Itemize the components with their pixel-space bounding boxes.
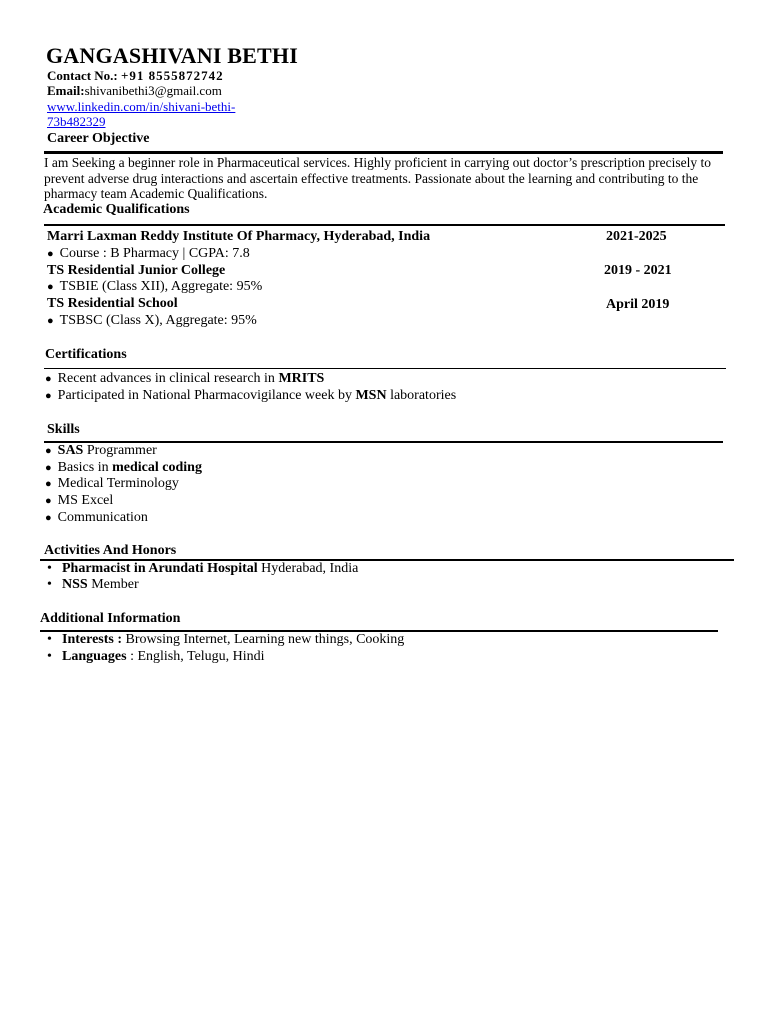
academic-period-1: 2021-2025 xyxy=(606,229,667,244)
skill-item xyxy=(45,443,157,459)
bullet-icon: • xyxy=(47,632,52,647)
skill-item xyxy=(45,460,202,476)
bullet-icon: • xyxy=(47,561,52,576)
skill-text: Communication xyxy=(57,510,148,525)
linkedin-line-2: 73b482329 xyxy=(47,114,106,129)
certification-item xyxy=(45,371,324,387)
certification-org: MSN xyxy=(355,388,387,403)
activity-text: Member xyxy=(87,577,139,592)
skills-heading: Skills xyxy=(47,422,80,437)
bullet-icon: ● xyxy=(45,373,52,385)
activities-heading: Activities And Honors xyxy=(44,543,177,558)
bullet-icon: ● xyxy=(47,315,54,327)
bullet-icon: ● xyxy=(45,390,52,402)
candidate-name: GANGASHIVANI BETHI xyxy=(46,43,298,68)
email-label: Email: xyxy=(47,83,85,98)
academic-detail-2 xyxy=(47,279,262,295)
skill-text: Basics in xyxy=(57,460,113,475)
additional-heading: Additional Information xyxy=(40,611,181,626)
additional-item xyxy=(47,632,404,648)
academic-period-3: April 2019 xyxy=(606,297,670,312)
skill-item xyxy=(45,493,113,509)
activity-item xyxy=(47,561,358,577)
activity-text: Hyderabad, India xyxy=(257,561,359,576)
activity-title: NSS xyxy=(62,577,88,592)
career-objective-divider xyxy=(44,151,723,154)
academic-detail-1 xyxy=(47,246,250,262)
career-objective-text: I am Seeking a beginner role in Pharmaceutical services. Highly proficient in carrying out doctor’s prescription precisely to prevent adverse drug interactions and ascertain effective treatments. Passionate about the learning and contributing to the pharmacy team Academic Qualifications. xyxy=(44,155,712,201)
academic-heading: Academic Qualifications xyxy=(43,202,190,217)
academic-detail-3 xyxy=(47,313,257,329)
additional-text: : English, Telugu, Hindi xyxy=(126,649,265,664)
certification-org: MRITS xyxy=(278,371,325,386)
linkedin-link[interactable] xyxy=(47,99,235,129)
academic-period-2: 2019 - 2021 xyxy=(604,263,672,278)
additional-text: Browsing Internet, Learning new things, Cooking xyxy=(122,632,405,647)
activity-title: Pharmacist in Arundati Hospital xyxy=(62,561,258,576)
academic-detail-text: TSBIE (Class XII), Aggregate: 95% xyxy=(59,279,263,294)
activity-item xyxy=(47,577,139,593)
academic-institution-2: TS Residential Junior College xyxy=(47,263,226,278)
certification-text: Recent advances in clinical research in xyxy=(57,371,279,386)
additional-label: Interests : xyxy=(62,632,123,647)
bullet-icon: • xyxy=(47,649,52,664)
skill-highlight: SAS xyxy=(57,443,84,458)
skill-text: Medical Terminology xyxy=(57,476,179,491)
bullet-icon: ● xyxy=(45,512,52,524)
academic-institution-3: TS Residential School xyxy=(47,296,178,311)
bullet-icon: ● xyxy=(45,445,52,457)
certification-item xyxy=(45,388,456,404)
contact-number: +91 8555872742 xyxy=(121,68,224,83)
bullet-icon: ● xyxy=(47,281,54,293)
email-line xyxy=(47,83,222,99)
bullet-icon: ● xyxy=(45,462,52,474)
email-address: shivanibethi3@gmail.com xyxy=(84,83,222,98)
academic-divider xyxy=(44,224,725,226)
additional-item xyxy=(47,649,265,665)
certification-text: Participated in National Pharmacovigilance week by xyxy=(57,388,356,403)
bullet-icon: ● xyxy=(45,495,52,507)
academic-detail-text: Course : B Pharmacy | CGPA: 7.8 xyxy=(59,246,250,261)
certifications-heading: Certifications xyxy=(45,347,127,362)
bullet-icon: ● xyxy=(47,248,54,260)
additional-label: Languages xyxy=(62,649,127,664)
academic-detail-text: TSBSC (Class X), Aggregate: 95% xyxy=(59,313,257,328)
skill-text-end: Programmer xyxy=(83,443,157,458)
skill-item xyxy=(45,476,179,492)
certification-text-end: laboratories xyxy=(386,388,457,403)
bullet-icon: • xyxy=(47,577,52,592)
career-objective-heading: Career Objective xyxy=(47,131,150,146)
bullet-icon: ● xyxy=(45,478,52,490)
contact-label: Contact No.: xyxy=(47,68,118,83)
certifications-divider xyxy=(44,368,726,369)
contact-line xyxy=(47,68,224,84)
academic-institution-1: Marri Laxman Reddy Institute Of Pharmacy, Hyderabad, India xyxy=(47,229,431,244)
skill-text: MS Excel xyxy=(57,493,114,508)
linkedin-line-1: www.linkedin.com/in/shivani-bethi- xyxy=(47,99,236,114)
skill-highlight: medical coding xyxy=(112,460,202,475)
skill-item xyxy=(45,510,148,526)
